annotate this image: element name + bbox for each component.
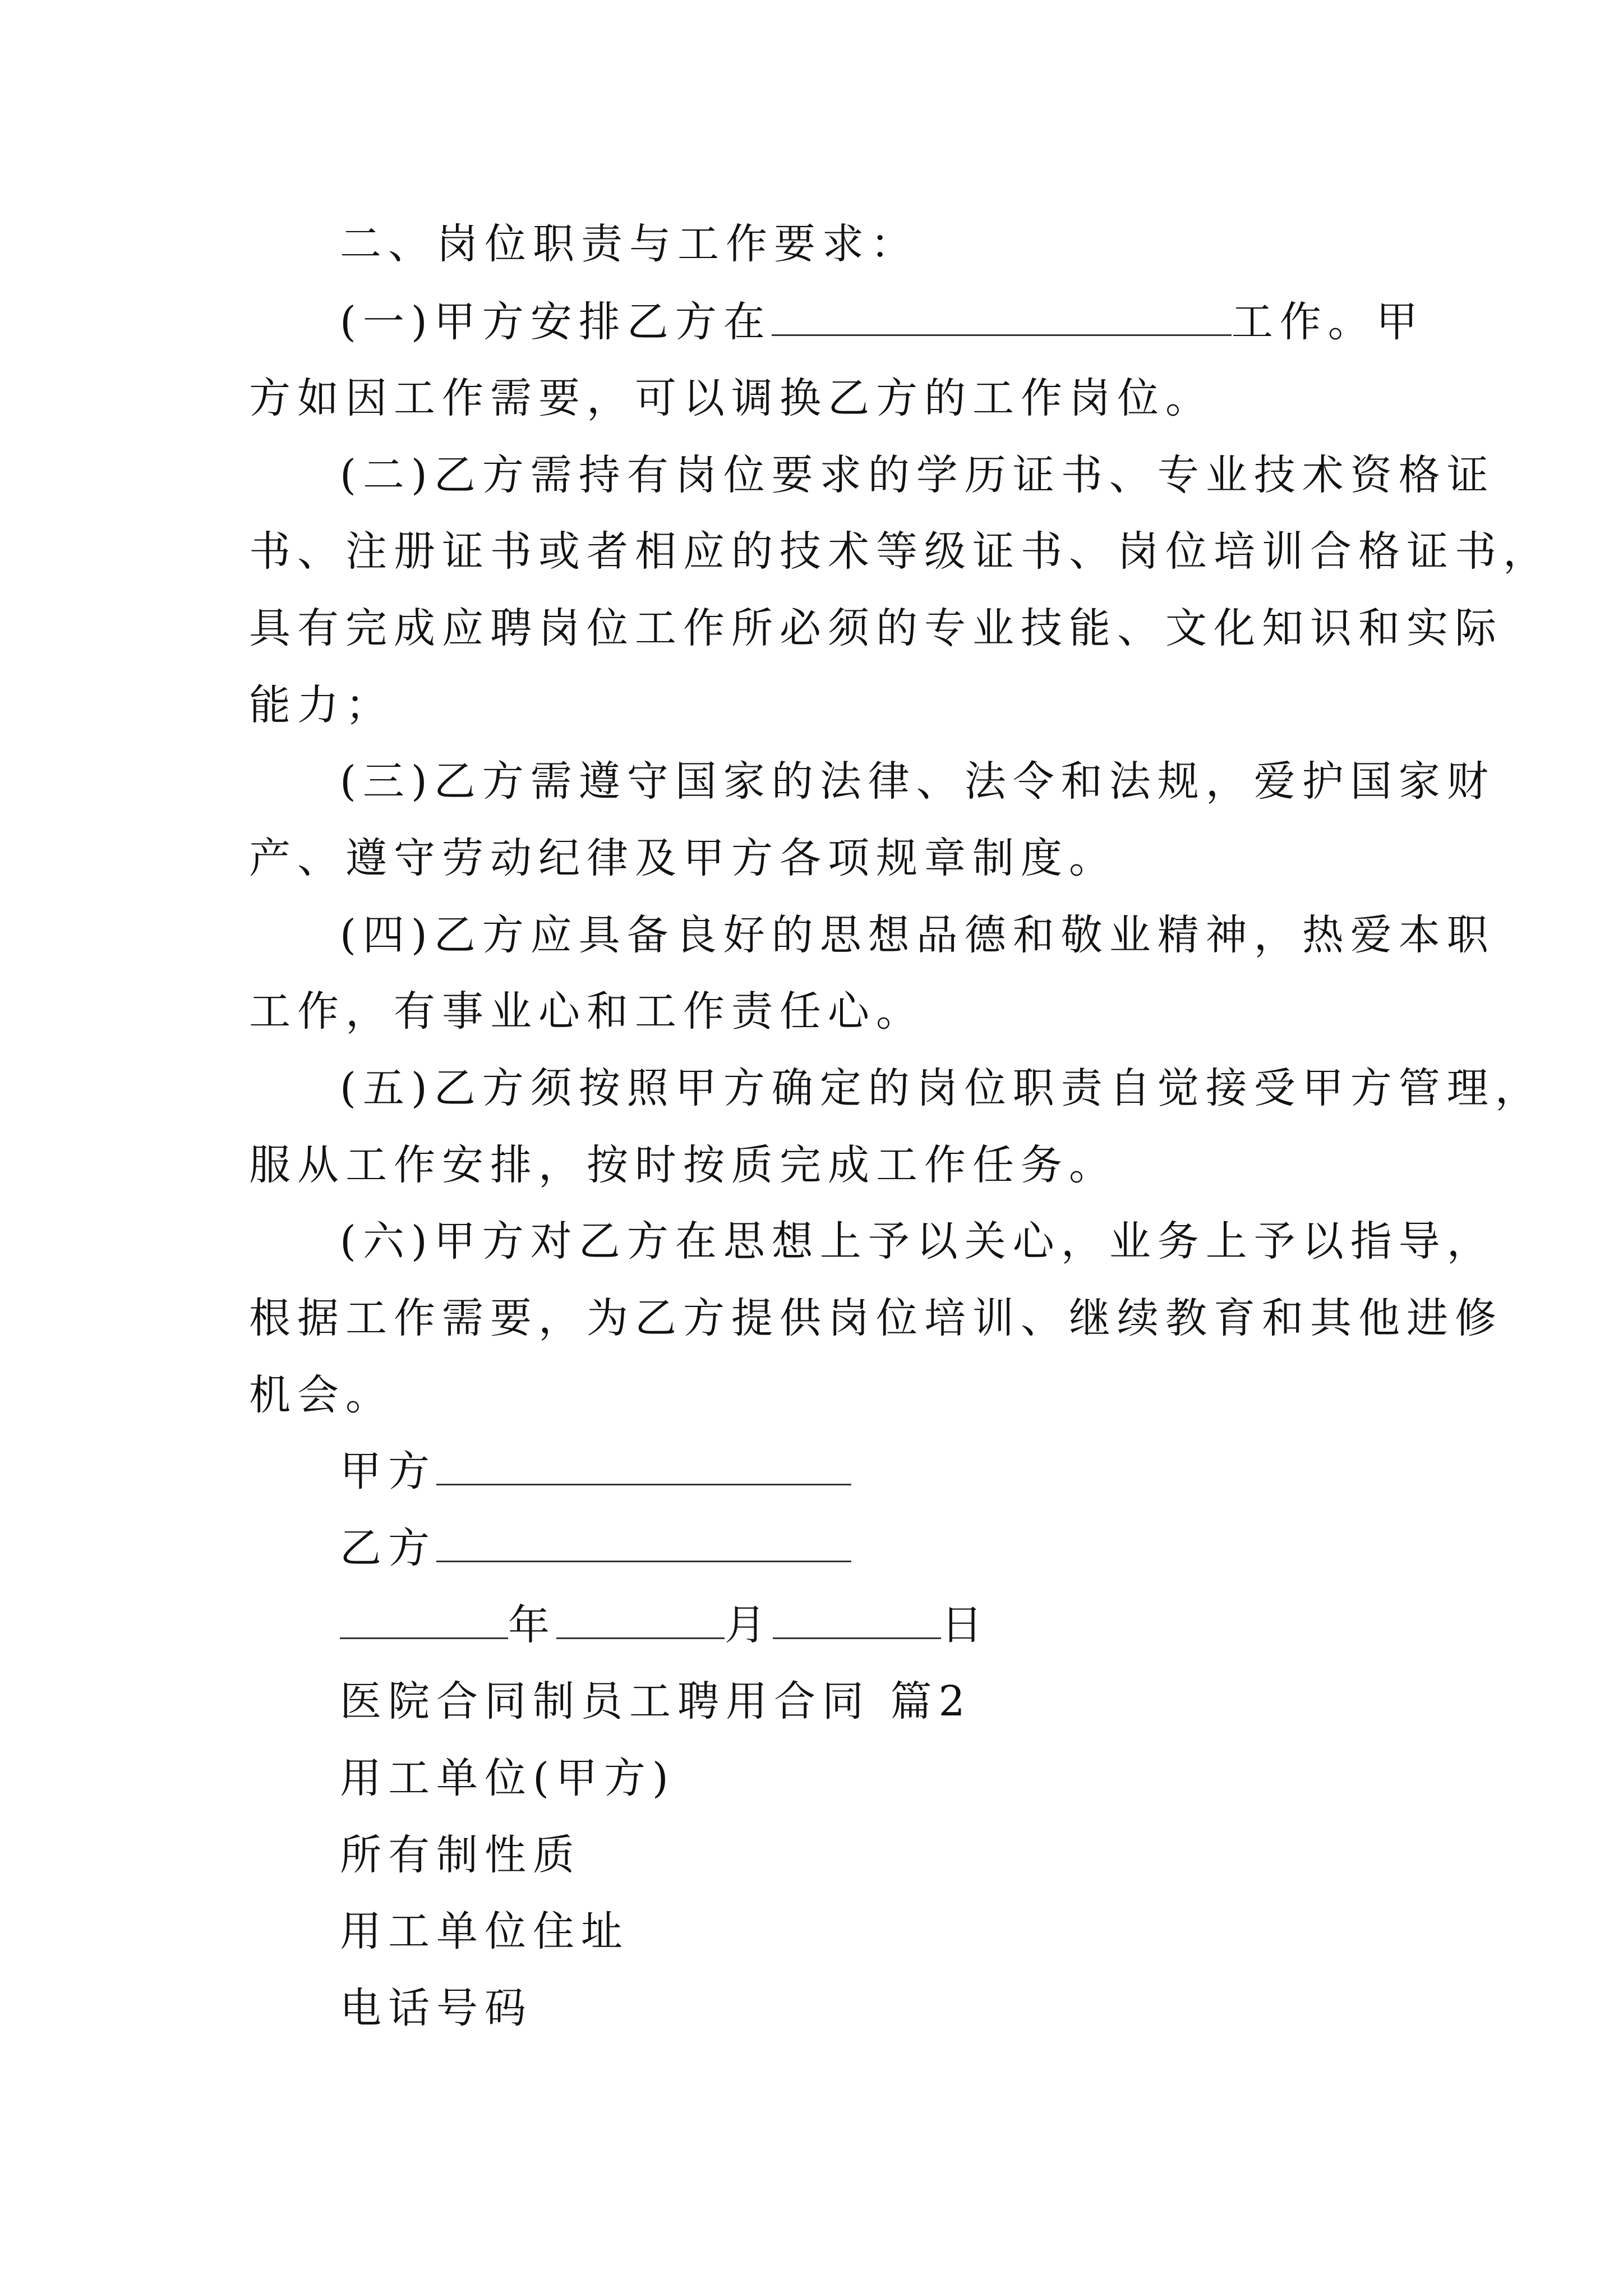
item5-line2: 服从工作安排，按时按质完成工作任务。 xyxy=(249,1141,1117,1189)
ownership-field: 所有制性质 xyxy=(340,1831,581,1879)
month-label: 月 xyxy=(725,1601,773,1649)
item1-text-b: 工作。甲 xyxy=(1231,298,1424,346)
item2-line4: 能力； xyxy=(249,681,394,729)
item2-line2: 书、注册证书或者相应的技术等级证书、岗位培训合格证书， xyxy=(249,527,1551,576)
month-blank xyxy=(556,1598,725,1639)
item3-line2: 产、遵守劳动纪律及甲方各项规章制度。 xyxy=(249,834,1117,882)
item2-line1: (二)乙方需持有岗位要求的学历证书、专业技术资格证 xyxy=(340,451,1495,499)
item3-line1: (三)乙方需遵守国家的法律、法令和法规，爱护国家财 xyxy=(340,757,1495,806)
employer-field: 用工单位(甲方) xyxy=(340,1754,675,1802)
party-b-blank xyxy=(436,1521,851,1562)
item4-line1: (四)乙方应具备良好的思想品德和敬业精神，热爱本职 xyxy=(340,911,1495,959)
item6-line2: 根据工作需要，为乙方提供岗位培训、继续教育和其他进修 xyxy=(249,1294,1503,1342)
item1-line2: 方如因工作需要，可以调换乙方的工作岗位。 xyxy=(249,374,1214,422)
item2-line3: 具有完成应聘岗位工作所必须的专业技能、文化知识和实际 xyxy=(249,604,1503,652)
workplace-blank xyxy=(772,295,1232,336)
party-b-line xyxy=(340,1520,851,1576)
year-label: 年 xyxy=(508,1601,556,1649)
item6-line1: (六)甲方对乙方在思想上予以关心，业务上予以指导， xyxy=(340,1217,1495,1266)
item1-line1 xyxy=(340,294,1424,350)
day-label: 日 xyxy=(941,1601,989,1649)
section-heading: 二、岗位职责与工作要求： xyxy=(340,220,919,268)
item5-line1: (五)乙方须按照甲方确定的岗位职责自觉接受甲方管理， xyxy=(340,1064,1543,1112)
year-blank xyxy=(340,1598,508,1639)
party-a-blank xyxy=(436,1444,851,1485)
contract-title: 医院合同制员工聘用合同 篇2 xyxy=(340,1677,972,1726)
date-line xyxy=(340,1597,989,1653)
item6-line3: 机会。 xyxy=(249,1371,394,1419)
party-b-label: 乙方 xyxy=(340,1524,436,1572)
day-blank xyxy=(773,1598,941,1639)
party-a-line xyxy=(340,1443,851,1499)
phone-field: 电话号码 xyxy=(340,1984,533,2032)
item1-text-a: (一)甲方安排乙方在 xyxy=(340,298,772,346)
item4-line2: 工作，有事业心和工作责任心。 xyxy=(249,987,924,1036)
address-field: 用工单位住址 xyxy=(340,1907,629,1955)
party-a-label: 甲方 xyxy=(340,1447,436,1496)
